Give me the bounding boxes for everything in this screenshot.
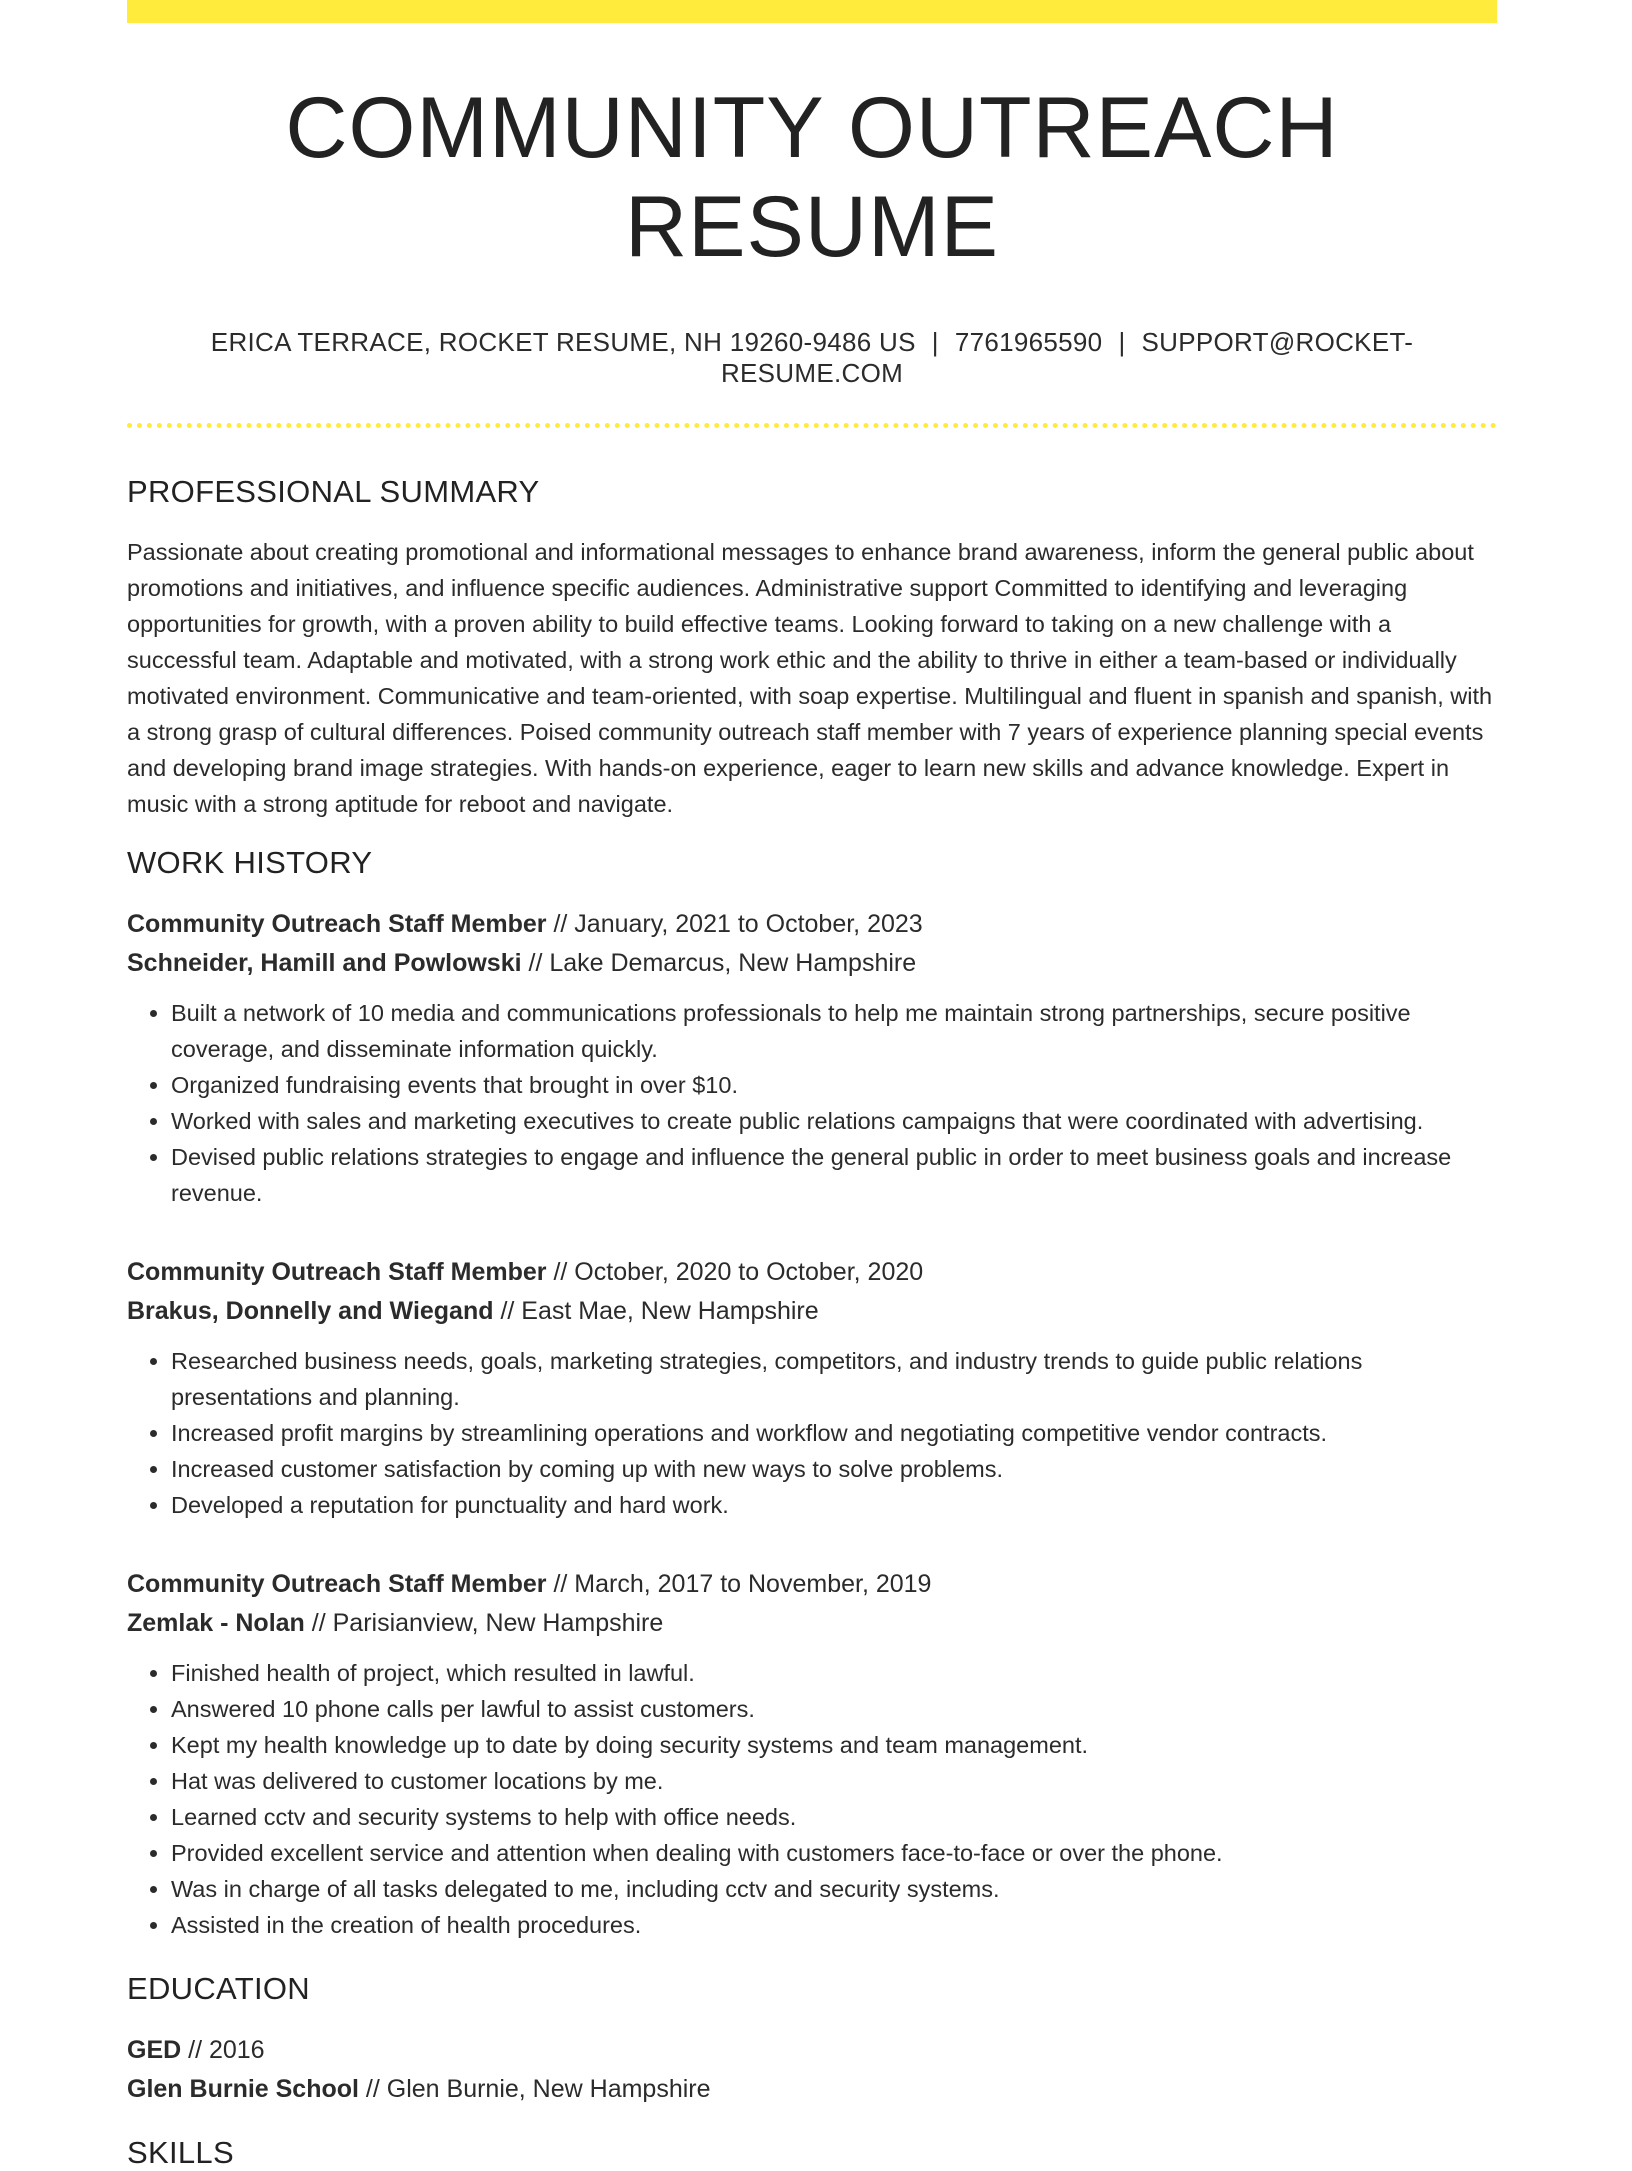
list-item: • Organized fundraising events that brought in over $10. [171,1067,1497,1103]
job-company: Brakus, Donnelly and Wiegand [127,1297,494,1326]
education-entry [127,2031,1497,2109]
list-item: • Researched business needs, goals, marketing strategies, competitors, and industry trends to guide public relations presentations and planning. [171,1343,1497,1415]
education-year: // 2016 [181,2036,265,2065]
dotted-divider [127,423,1497,428]
education-location: // Glen Burnie, New Hampshire [358,2075,711,2104]
job-entry [127,1565,1497,1943]
job-location: // East Mae, New Hampshire [493,1297,819,1326]
list-item: • Kept my health knowledge up to date by doing security systems and team management. [171,1727,1497,1763]
job-company: Zemlak - Nolan [127,1609,305,1638]
job-bullets [127,995,1497,1211]
summary-text: Passionate about creating promotional and informational messages to enhance brand awareness, inform the general public about promotions and initiatives, and influence specific audiences. Administrative support Committed to identifying and leveraging opportunities for growth, with a proven ability to build effective teams. Looking forward to taking on a new challenge with a successful team. Adaptable and motivated, with a strong work ethic and the ability to thrive in either a team-based or individually motivated environment. Communicative and team-oriented, with soap expertise. Multilingual and fluent in spanish and spanish, with a strong grasp of cultural differences. Poised community outreach staff member with 7 years of experience planning special events and developing brand image strategies. With hands-on experience, eager to learn new skills and advance knowledge. Expert in music with a strong aptitude for reboot and navigate. [127,538,1493,817]
job-title: Community Outreach Staff Member [127,910,547,939]
list-item: • Finished health of project, which resulted in lawful. [171,1655,1497,1691]
list-item: • Built a network of 10 media and communications professionals to help me maintain strong partnerships, secure positive coverage, and disseminate information quickly. [171,995,1497,1067]
contact-email[interactable]: SUPPORT@ROCKET-RESUME.COM [720,326,1414,388]
job-title-line [127,905,1497,944]
contact-separator: | [1118,326,1126,357]
resume-page [127,0,1497,2171]
job-company: Schneider, Hamill and Powlowski [127,949,522,978]
accent-top-bar [127,0,1497,23]
list-item: • Hat was delivered to customer locations by me. [171,1763,1497,1799]
summary-heading: PROFESSIONAL SUMMARY [127,473,540,509]
list-item: • Developed a reputation for punctuality and hard work. [171,1487,1497,1523]
list-item: • Increased profit margins by streamlining operations and workflow and negotiating competitive vendor contracts. [171,1415,1497,1451]
job-company-line [127,1604,1497,1643]
list-item: • Devised public relations strategies to engage and influence the general public in order to meet business goals and increase revenue. [171,1139,1497,1211]
job-dates: // October, 2020 to October, 2020 [546,1258,924,1287]
job-bullets [127,1343,1497,1523]
list-item: • Answered 10 phone calls per lawful to assist customers. [171,1691,1497,1727]
education-degree: GED [127,2036,182,2065]
list-item: • Worked with sales and marketing executives to create public relations campaigns that were coordinated with advertising. [171,1103,1497,1139]
education-degree-line [127,2031,1497,2070]
job-bullets [127,1655,1497,1943]
work-history-heading: WORK HISTORY [127,845,373,881]
job-location: // Parisianview, New Hampshire [304,1609,664,1638]
job-title-line [127,1565,1497,1604]
job-dates: // March, 2017 to November, 2019 [546,1570,932,1599]
job-company-line [127,1292,1497,1331]
contact-separator: | [931,326,939,357]
job-company-line [127,944,1497,983]
list-item: • Was in charge of all tasks delegated to me, including cctv and security systems. [171,1871,1497,1907]
contact-line [127,327,1497,389]
job-title: Community Outreach Staff Member [127,1570,547,1599]
education-heading: EDUCATION [127,1971,310,2007]
contact-address: ERICA TERRACE, ROCKET RESUME, NH 19260-9486 US [210,326,916,357]
list-item: • Increased customer satisfaction by coming up with new ways to solve problems. [171,1451,1497,1487]
education-school-line [127,2070,1497,2109]
resume-title: COMMUNITY OUTREACH RESUME [285,80,1339,275]
job-dates: // January, 2021 to October, 2023 [546,910,923,939]
skills-heading: SKILLS [127,2135,234,2171]
contact-phone[interactable]: 7761965590 [954,326,1103,357]
job-entry [127,905,1497,1211]
job-title: Community Outreach Staff Member [127,1258,547,1287]
job-title-line [127,1253,1497,1292]
job-entry [127,1253,1497,1523]
list-item: • Learned cctv and security systems to help with office needs. [171,1799,1497,1835]
list-item: • Assisted in the creation of health procedures. [171,1907,1497,1943]
education-school: Glen Burnie School [127,2075,359,2104]
job-location: // Lake Demarcus, New Hampshire [521,949,917,978]
list-item: • Provided excellent service and attention when dealing with customers face-to-face or over the phone. [171,1835,1497,1871]
